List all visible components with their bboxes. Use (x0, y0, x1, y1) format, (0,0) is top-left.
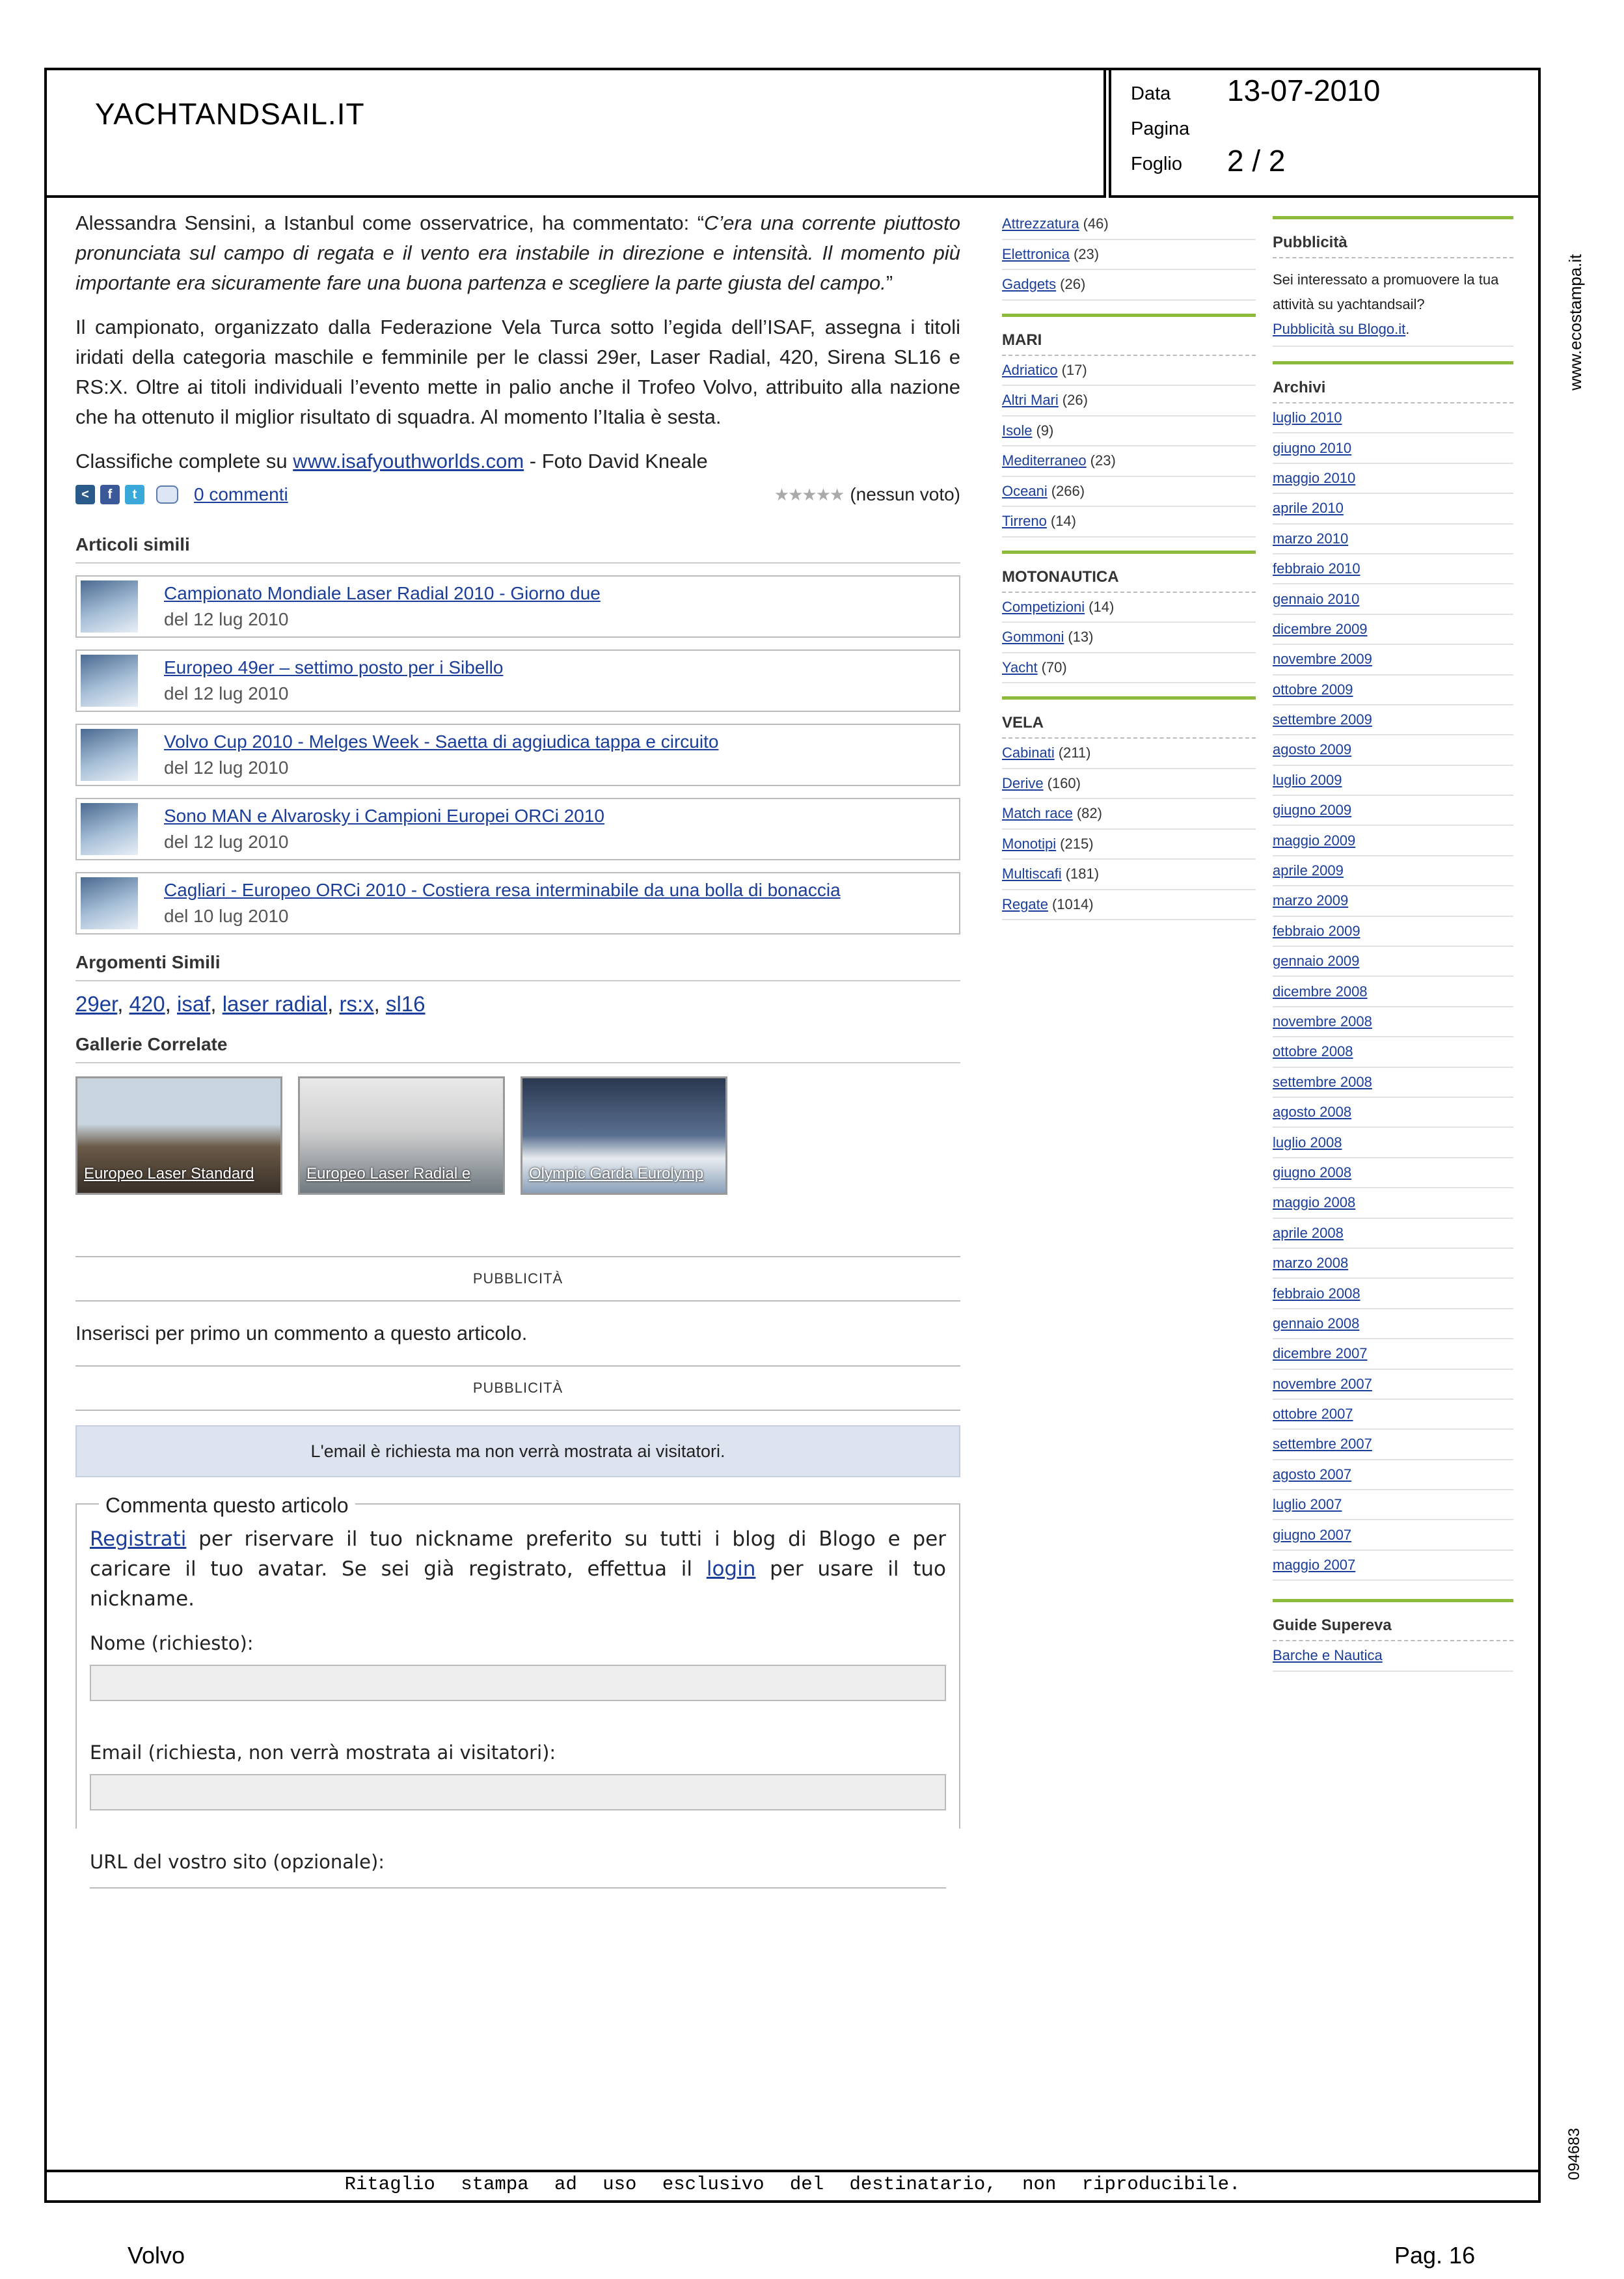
archive-link[interactable]: giugno 2009 (1273, 802, 1352, 819)
isaf-link[interactable]: www.isafyouthworlds.com (293, 450, 524, 472)
archive-link[interactable]: settembre 2008 (1273, 1073, 1372, 1090)
category-count: (1014) (1051, 895, 1094, 912)
category-count: (14) (1050, 513, 1076, 530)
archive-link[interactable]: ottobre 2009 (1273, 681, 1353, 698)
archive-link[interactable]: aprile 2010 (1273, 500, 1344, 517)
category-link[interactable]: Monotipi (1002, 835, 1057, 852)
ad-link[interactable]: Pubblicità su Blogo.it (1273, 321, 1406, 337)
category-link[interactable]: Altri Mari (1002, 392, 1059, 409)
archive-link[interactable]: maggio 2009 (1273, 832, 1356, 849)
register-link[interactable]: Registrati (90, 1527, 187, 1551)
category-section-title: MOTONAUTICA (1002, 551, 1256, 593)
category-count: (160) (1047, 774, 1081, 791)
similar-article-date: del 12 lug 2010 (164, 683, 289, 703)
similar-article[interactable] (75, 575, 960, 638)
category-item (1002, 830, 1256, 860)
archive-link[interactable]: aprile 2009 (1273, 862, 1344, 879)
category-count: (211) (1058, 744, 1091, 761)
category-count: (13) (1068, 629, 1094, 646)
side-code: 094683 (1565, 2127, 1583, 2180)
category-item (1002, 210, 1256, 240)
category-link[interactable]: Adriatico (1002, 361, 1058, 378)
category-count: (266) (1051, 482, 1085, 499)
archive-item (1273, 554, 1513, 584)
comment-icon[interactable] (156, 485, 178, 504)
email-label: Email (richiesta, non verrà mostrata ai visitatori): (90, 1741, 556, 1764)
similar-article[interactable] (75, 798, 960, 860)
copyright-notice: Ritaglio stampa ad uso esclusivo del destinatario, non riproducibile. (344, 2174, 1241, 2195)
archive-link[interactable]: novembre 2009 (1273, 651, 1372, 668)
archive-link[interactable]: maggio 2008 (1273, 1194, 1356, 1211)
archive-item (1273, 796, 1513, 826)
category-item (1002, 240, 1256, 271)
article-thumbnail[interactable] (81, 803, 138, 855)
similar-article-title[interactable]: Europeo 49er – settimo posto per i Sibello (164, 657, 504, 677)
archive-item (1273, 1128, 1513, 1158)
comment-form-title: Commenta questo articolo (99, 1490, 355, 1520)
category-link[interactable]: Oceani (1002, 482, 1048, 499)
archive-column (1273, 216, 1513, 1672)
archive-item (1273, 403, 1513, 433)
guide-link[interactable]: Barche e Nautica (1273, 1647, 1383, 1664)
archive-item (1273, 856, 1513, 886)
similar-list (75, 575, 960, 935)
category-item (1002, 890, 1256, 921)
category-link[interactable]: Competizioni (1002, 598, 1085, 615)
archive-link[interactable]: dicembre 2008 (1273, 983, 1368, 1000)
archive-list (1273, 403, 1513, 1581)
category-link[interactable]: Gommoni (1002, 629, 1064, 646)
category-link[interactable]: Tirreno (1002, 513, 1047, 530)
galleries-title: Gallerie Correlate (75, 1030, 960, 1063)
similar-article-date: del 12 lug 2010 (164, 757, 289, 778)
category-item (1002, 270, 1256, 301)
category-count: (26) (1062, 392, 1088, 409)
similar-article-date: del 10 lug 2010 (164, 906, 289, 926)
archive-link[interactable]: settembre 2009 (1273, 711, 1372, 728)
archive-title: Archivi (1273, 361, 1513, 403)
similar-article[interactable] (75, 872, 960, 935)
ad-section-title: Pubblicità (1273, 216, 1513, 258)
category-link[interactable]: Yacht (1002, 659, 1038, 676)
topic-tag[interactable]: rs:x (339, 992, 374, 1016)
archive-link[interactable]: maggio 2010 (1273, 469, 1356, 486)
archive-link[interactable]: marzo 2008 (1273, 1255, 1349, 1272)
archive-item (1273, 1188, 1513, 1218)
archive-item (1273, 1158, 1513, 1188)
archive-item (1273, 676, 1513, 705)
category-item (1002, 446, 1256, 477)
category-item (1002, 593, 1256, 623)
rating: ★★★★★ (nessun voto) (774, 480, 960, 510)
category-link[interactable]: Match race (1002, 805, 1073, 822)
archive-item (1273, 584, 1513, 614)
category-item (1002, 860, 1256, 890)
gallery-item[interactable]: Europeo Laser Radial e (298, 1076, 505, 1195)
topic-tag[interactable]: sl16 (385, 992, 426, 1016)
archive-item (1273, 1098, 1513, 1128)
article-thumbnail[interactable] (81, 729, 138, 781)
category-link[interactable]: Mediterraneo (1002, 452, 1087, 469)
side-site: www.ecostampa.it (1565, 254, 1585, 390)
archive-link[interactable]: dicembre 2009 (1273, 620, 1368, 637)
archive-item (1273, 1068, 1513, 1098)
category-item (1002, 477, 1256, 508)
pagina-label: Pagina (1131, 118, 1190, 139)
article-thumbnail[interactable] (81, 877, 138, 929)
archive-item (1273, 1370, 1513, 1400)
footer-page: Pag. 16 (1394, 2242, 1476, 2269)
archive-item (1273, 766, 1513, 796)
comment-form-intro: Registrati per riservare il tuo nickname preferito su tutti i blog di Blogo e per caricare il tuo avatar. Se sei già registrato, effettua il login per usare il tuo nickname. (90, 1527, 947, 1611)
similar-article-date: del 12 lug 2010 (164, 609, 289, 629)
gallery-list (75, 1076, 960, 1195)
archive-item (1273, 433, 1513, 463)
facebook-icon[interactable]: f (100, 485, 120, 504)
archive-item (1273, 826, 1513, 856)
category-count: (46) (1083, 215, 1109, 232)
comments-link[interactable]: 0 commenti (194, 484, 288, 504)
topic-tag[interactable]: isaf (176, 992, 211, 1016)
similar-article-title[interactable]: Cagliari - Europeo ORCi 2010 - Costiera resa interminabile da una bolla di bonaccia (164, 880, 841, 900)
divider (75, 1410, 960, 1411)
archive-link[interactable]: marzo 2010 (1273, 530, 1349, 547)
archive-item (1273, 1430, 1513, 1460)
share-bar (75, 482, 960, 508)
guide-title: Guide Supereva (1273, 1599, 1513, 1641)
article-column (75, 208, 960, 1873)
category-link[interactable]: Isole (1002, 422, 1033, 439)
archive-link[interactable]: luglio 2008 (1273, 1134, 1342, 1151)
archive-link[interactable]: gennaio 2010 (1273, 590, 1360, 607)
archive-item (1273, 645, 1513, 675)
similar-article-date: del 12 lug 2010 (164, 832, 289, 852)
category-link[interactable]: Derive (1002, 774, 1044, 791)
guide-item (1273, 1641, 1513, 1671)
archive-link[interactable]: agosto 2008 (1273, 1104, 1352, 1121)
name-input[interactable] (90, 1665, 946, 1701)
header-publication-box (44, 68, 1106, 198)
footer-rule (44, 2170, 1541, 2172)
category-section-title: VELA (1002, 696, 1256, 739)
category-item (1002, 416, 1256, 447)
name-label: Nome (richiesto): (90, 1632, 254, 1654)
category-item (1002, 653, 1256, 684)
archive-item (1273, 1551, 1513, 1581)
ad-section-text: Sei interessato a promuovere la tua attività su yachtandsail? Pubblicità su Blogo.it. (1273, 258, 1513, 347)
twitter-icon[interactable]: t (125, 485, 144, 504)
gallery-item[interactable]: Europeo Laser Standard (75, 1076, 282, 1195)
data-label: Data (1131, 83, 1171, 104)
archive-link[interactable]: novembre 2008 (1273, 1013, 1372, 1030)
first-comment-prompt: Inserisci per primo un commento a questo articolo. (75, 1322, 528, 1344)
publication-name: YACHTANDSAIL.IT (95, 97, 365, 131)
article-paragraph-3: Classifiche complete su www.isafyouthworlds.com - Foto David Kneale (75, 450, 708, 472)
login-link[interactable]: login (706, 1557, 756, 1581)
archive-link[interactable]: luglio 2009 (1273, 771, 1342, 788)
archive-link[interactable]: dicembre 2007 (1273, 1345, 1368, 1362)
archive-item (1273, 1339, 1513, 1369)
archive-link[interactable]: gennaio 2008 (1273, 1315, 1360, 1331)
category-item (1002, 769, 1256, 800)
share-icon[interactable]: < (75, 485, 95, 504)
url-input[interactable] (90, 1887, 946, 1889)
archive-item (1273, 735, 1513, 765)
archive-item (1273, 1490, 1513, 1520)
comment-form (75, 1494, 960, 1873)
category-count: (14) (1089, 598, 1115, 615)
archive-item (1273, 1400, 1513, 1430)
category-item (1002, 356, 1256, 387)
archive-link[interactable]: agosto 2007 (1273, 1466, 1352, 1482)
archive-item (1273, 1007, 1513, 1037)
category-count: (215) (1060, 835, 1094, 852)
archive-link[interactable]: ottobre 2008 (1273, 1043, 1353, 1060)
archive-item (1273, 947, 1513, 977)
archive-link[interactable]: giugno 2008 (1273, 1164, 1352, 1180)
category-link[interactable]: Cabinati (1002, 744, 1055, 761)
ad-label: PUBBLICITÀ (472, 1380, 563, 1396)
archive-link[interactable]: luglio 2007 (1273, 1496, 1342, 1513)
archive-item (1273, 1279, 1513, 1309)
article-thumbnail[interactable] (81, 580, 138, 633)
archive-link[interactable]: marzo 2009 (1273, 892, 1349, 909)
similar-article[interactable] (75, 649, 960, 712)
category-count: (26) (1060, 276, 1086, 293)
archive-link[interactable]: febbraio 2008 (1273, 1285, 1360, 1302)
archive-link[interactable]: giugno 2010 (1273, 439, 1352, 456)
archive-item (1273, 705, 1513, 735)
foglio-value: 2 / 2 (1227, 144, 1286, 178)
archive-item (1273, 886, 1513, 916)
category-link[interactable]: Elettronica (1002, 245, 1070, 262)
archive-item (1273, 977, 1513, 1007)
similar-article-title[interactable]: Sono MAN e Alvarosky i Campioni Europei ORCi 2010 (164, 806, 604, 826)
category-count: (70) (1041, 659, 1067, 676)
archive-link[interactable]: aprile 2008 (1273, 1224, 1344, 1241)
archive-item (1273, 525, 1513, 554)
category-item (1002, 799, 1256, 830)
archive-link[interactable]: maggio 2007 (1273, 1557, 1356, 1574)
data-value: 13-07-2010 (1227, 74, 1381, 107)
category-column (1002, 210, 1256, 920)
archive-item (1273, 615, 1513, 645)
gallery-item[interactable]: Olympic Garda Eurolymp (521, 1076, 727, 1195)
archive-item (1273, 494, 1513, 524)
archive-link[interactable]: gennaio 2009 (1273, 953, 1360, 970)
category-link[interactable]: Multiscafi (1002, 866, 1062, 882)
archive-item (1273, 1520, 1513, 1550)
category-link[interactable]: Regate (1002, 895, 1048, 912)
archive-item (1273, 464, 1513, 494)
archive-link[interactable]: febbraio 2010 (1273, 560, 1360, 577)
article-paragraph-2: Il campionato, organizzato dalla Federazione Vela Turca sotto l’egida dell’ISAF, assegna i titoli iridati della categoria maschile e femminile per le classi 29er, Laser Radial, 420, Sirena SL16 e RS:X. Oltre ai titoli individuali l’evento mette in palio anche il Trofeo Volvo, attribuito alla nazione che ha ottenuto il miglior risultato di squadra. Al momento l’Italia è sesta. (75, 316, 960, 428)
topic-tag[interactable]: laser radial (222, 992, 328, 1016)
topic-tag[interactable]: 420 (129, 992, 165, 1016)
archive-link[interactable]: giugno 2007 (1273, 1526, 1352, 1543)
category-section-title: MARI (1002, 314, 1256, 356)
similar-title: Articoli simili (75, 530, 960, 564)
archive-link[interactable]: agosto 2009 (1273, 741, 1352, 758)
archive-item (1273, 1249, 1513, 1279)
similar-article-title[interactable]: Campionato Mondiale Laser Radial 2010 - Giorno due (164, 583, 601, 603)
archive-link[interactable]: novembre 2007 (1273, 1375, 1372, 1392)
archive-link[interactable]: febbraio 2009 (1273, 922, 1360, 939)
similar-article-title[interactable]: Volvo Cup 2010 - Melges Week - Saetta di aggiudica tappa e circuito (164, 731, 719, 752)
category-link[interactable]: Gadgets (1002, 276, 1057, 293)
header-meta-box (1109, 68, 1541, 198)
category-count: (23) (1073, 245, 1100, 262)
archive-item (1273, 1309, 1513, 1339)
category-count: (181) (1065, 866, 1100, 882)
email-input[interactable] (90, 1774, 946, 1810)
category-count: (82) (1076, 805, 1102, 822)
category-count: (23) (1090, 452, 1116, 469)
archive-link[interactable]: luglio 2010 (1273, 409, 1342, 426)
url-label: URL del vostro sito (opzionale): (90, 1851, 385, 1873)
archive-item (1273, 1219, 1513, 1249)
archive-item (1273, 917, 1513, 947)
article-paragraph-1: Alessandra Sensini, a Istanbul come osservatrice, ha commentato: “C’era una corrente piuttosto pronunciata sul campo di regata e il vento era instabile in direzione e intensità. Il momento più importante era sicuramente fare una buona partenza e scegliere la parte giusta del campo.” (75, 212, 960, 294)
category-item (1002, 386, 1256, 416)
topic-tags: 29er, 420, isaf, laser radial, rs:x, sl16 (75, 992, 426, 1016)
category-item (1002, 623, 1256, 653)
archive-item (1273, 1037, 1513, 1067)
article-thumbnail[interactable] (81, 655, 138, 707)
archive-link[interactable]: settembre 2007 (1273, 1436, 1372, 1453)
ad-label: PUBBLICITÀ (472, 1270, 563, 1287)
foglio-label: Foglio (1131, 154, 1182, 174)
category-count: (9) (1036, 422, 1054, 439)
category-item (1002, 739, 1256, 769)
category-count: (17) (1061, 361, 1087, 378)
topic-tag[interactable]: 29er (75, 992, 118, 1016)
footer-keyword: Volvo (128, 2242, 185, 2269)
archive-link[interactable]: ottobre 2007 (1273, 1406, 1353, 1423)
topics-title: Argomenti Simili (75, 948, 960, 981)
category-item (1002, 507, 1256, 538)
star-rating-icon[interactable]: ★★★★★ (774, 485, 844, 504)
email-notice: L'email è richiesta ma non verrà mostrata ai visitatori. (75, 1425, 960, 1477)
similar-article[interactable] (75, 724, 960, 786)
archive-item (1273, 1460, 1513, 1490)
category-link[interactable]: Attrezzatura (1002, 215, 1079, 232)
